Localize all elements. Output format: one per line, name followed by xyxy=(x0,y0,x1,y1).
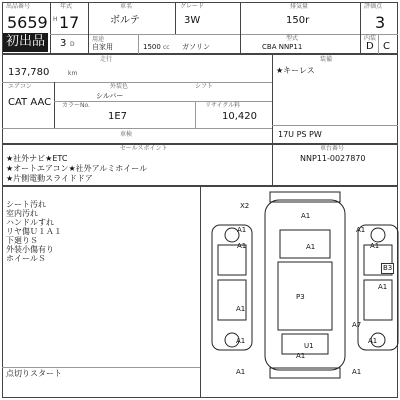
damage-mark: A7 xyxy=(352,321,362,329)
damage-mark: A1 xyxy=(378,283,388,291)
score-label: 評価点 xyxy=(364,3,383,10)
windshield-outline xyxy=(280,230,330,258)
displacement-label: 排気量 xyxy=(290,3,309,10)
roof-outline xyxy=(278,262,332,330)
inspector-item: 外装小傷有り xyxy=(6,245,54,254)
mileage-label: 走行 xyxy=(100,56,113,63)
interior-grade: D xyxy=(366,41,374,52)
body-color: シルバー xyxy=(96,92,124,100)
lot-number: 5659 xyxy=(7,13,48,32)
inspector-item: ハンドルすれ xyxy=(6,218,54,227)
engine-cc-unit: cc xyxy=(163,44,170,51)
model-year: 17 xyxy=(59,13,80,32)
note-line: ★オートエアコン★社外アルミホイール xyxy=(6,164,148,173)
equipment-text: キーレス xyxy=(283,66,315,75)
color-no-label: カラーNo. xyxy=(62,102,90,109)
engine-cc: 1500 xyxy=(143,43,161,51)
damage-mark: A1 xyxy=(296,352,306,360)
year-era: H xyxy=(53,16,58,23)
mileage: 137,780 xyxy=(8,67,50,78)
damage-mark: A1 xyxy=(368,337,378,345)
grade-code: 3W xyxy=(184,15,201,26)
use-label: 用途 xyxy=(92,36,105,43)
damage-mark: P3 xyxy=(296,293,305,301)
aircon: CAT AAC xyxy=(8,97,52,108)
notes-label: セールスポイント xyxy=(120,145,168,152)
model-code: CBA NNP11 xyxy=(262,43,303,51)
inspector-footer: 点切りスタート xyxy=(6,369,62,378)
door-unit: D xyxy=(70,41,75,48)
damage-mark: A1 xyxy=(236,337,246,345)
damage-mark: A1 xyxy=(306,243,316,251)
shift-label: シフト xyxy=(195,83,214,90)
grade-label: グレード xyxy=(180,3,205,10)
exterior-grade: C xyxy=(383,41,390,52)
damage-mark: A1 xyxy=(236,305,246,313)
wheel-icon xyxy=(371,228,385,242)
damage-mark: A1 xyxy=(356,226,366,234)
use-type: 自家用 xyxy=(92,43,113,51)
fuel-type: ガソリン xyxy=(182,43,210,51)
inspector-item: 下廻りＳ xyxy=(6,236,38,245)
lot-label: 出品番号 xyxy=(6,3,31,10)
extra-equipment: 17U PS PW xyxy=(278,130,322,139)
damage-mark: X2 xyxy=(240,202,250,210)
recycle-fee: 10,420 xyxy=(222,111,257,122)
year-label: 年式 xyxy=(60,3,73,10)
damage-mark: A1 xyxy=(352,368,362,376)
equipment-label: 装備 xyxy=(320,56,333,63)
note-line: ★社外ナビ★ETC xyxy=(6,154,68,163)
interior-label: 内装 xyxy=(364,35,377,42)
vin-label: 車台番号 xyxy=(320,145,345,152)
damage-mark: A1 xyxy=(237,242,247,250)
equipment-line: ★キーレス xyxy=(276,66,315,75)
damage-mark: B3 xyxy=(383,264,393,272)
aircon-label: エアコン xyxy=(8,83,32,90)
inspector-item: シート汚れ xyxy=(6,200,46,209)
damage-mark: A1 xyxy=(370,242,380,250)
inspector-item: ホイールＳ xyxy=(6,254,46,263)
door-count: 3 xyxy=(60,38,67,49)
car-name: ボルテ xyxy=(110,15,140,26)
model-label: 型式 xyxy=(286,35,299,42)
damage-mark: A1 xyxy=(301,212,311,220)
car-name-label: 車名 xyxy=(120,3,133,10)
vin-number: NNP11-0027870 xyxy=(300,154,366,163)
damage-mark: U1 xyxy=(304,342,314,350)
overall-score: 3 xyxy=(375,13,386,32)
left-rear-door xyxy=(218,280,246,320)
color-code: 1E7 xyxy=(108,111,128,122)
inspection-label: 車検 xyxy=(120,131,133,138)
note-line: ★片側電動スライドドア xyxy=(6,174,93,183)
inspector-item: 室内汚れ xyxy=(6,209,38,218)
inspector-item: リヤ傷Ｕ１Ａ１ xyxy=(6,227,62,236)
mileage-unit: km xyxy=(68,70,78,77)
color-label: 外装色 xyxy=(110,83,129,90)
recycle-label: リサイクル料 xyxy=(205,102,241,109)
displacement: 150r xyxy=(286,15,310,26)
damage-mark: A1 xyxy=(236,368,246,376)
first-listing-badge: 初出品 xyxy=(3,33,48,52)
damage-mark: A1 xyxy=(237,226,247,234)
